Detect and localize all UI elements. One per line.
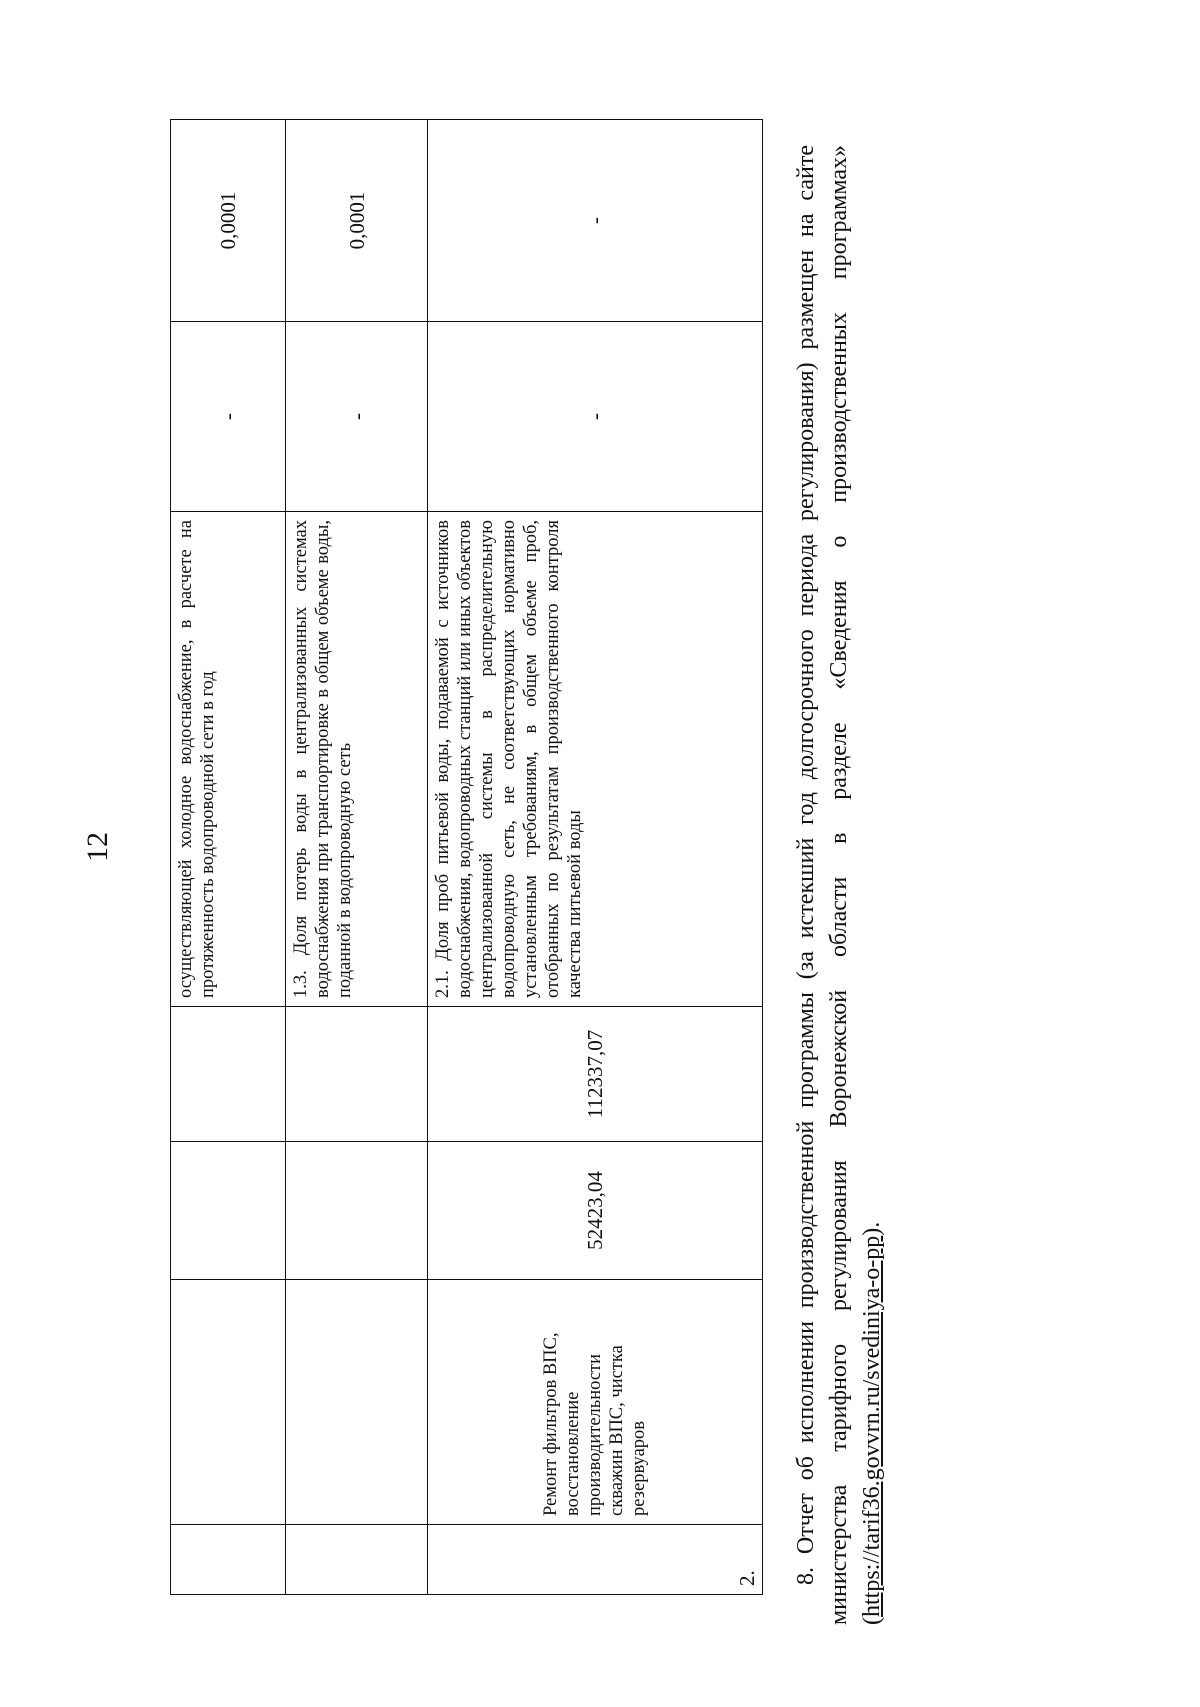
cost-1-cell [171, 1142, 286, 1280]
measure-cell [286, 1280, 428, 1525]
table-row [286, 120, 428, 1595]
program-table [170, 120, 762, 1595]
indicator-cell: 2.1. Доля проб питьевой воды, подаваемой с источников водоснабжения, водопроводных станций или иных объектов централизованной системы в распределительную водопроводную сеть, не соответствующих нормативно установленным требованиям, в общем объеме проб, отобранных по результатам производственного контроля качества питьевой воды [428, 512, 763, 1007]
indicator-cell: 1.3. Доля потерь воды в централизованных системах водоснабжения при транспортировке в общем объеме воды, поданной в водопроводную сеть [286, 512, 428, 1007]
value-1-cell: - [286, 322, 428, 512]
value-2-cell: - [428, 120, 763, 322]
number-cell [171, 1525, 286, 1595]
cost-2-cell [286, 1007, 428, 1142]
number-cell: 2. [428, 1525, 763, 1595]
cost-2-cell: 112337,07 [428, 1007, 763, 1142]
cost-1-cell: 52423,04 [428, 1142, 763, 1280]
measure-cell [171, 1280, 286, 1525]
cost-1-cell [286, 1142, 428, 1280]
measure-cell: Ремонт фильтров ВПС, восстановление производительности скважин ВПС, чистка резервуаров [428, 1280, 763, 1525]
value-1-cell: - [428, 322, 763, 512]
paragraph-text: 8. Отчет об исполнении производственной программы (за истекший год долгосрочного периода регулирования) размещен на сайте министерства тарифного регулирования Воронежской области в разделе «Сведения о производственных программах» ( [793, 145, 885, 1625]
value-1-cell: - [171, 322, 286, 512]
number-cell [286, 1525, 428, 1595]
page-number: 12 [81, 832, 114, 862]
table-row [171, 120, 286, 1595]
report-paragraph [790, 145, 890, 1625]
table-row [428, 120, 763, 1595]
paragraph-tail: ). [859, 1221, 885, 1236]
cost-2-cell [171, 1007, 286, 1142]
indicator-cell: осуществляющей холодное водоснабжение, в расчете на протяженность водопроводной сети в год [171, 512, 286, 1007]
program-report-link[interactable]: https://tarif36.govvrn.ru/svediniya-o-pp [859, 1235, 885, 1617]
value-2-cell: 0,0001 [171, 120, 286, 322]
value-2-cell: 0,0001 [286, 120, 428, 322]
